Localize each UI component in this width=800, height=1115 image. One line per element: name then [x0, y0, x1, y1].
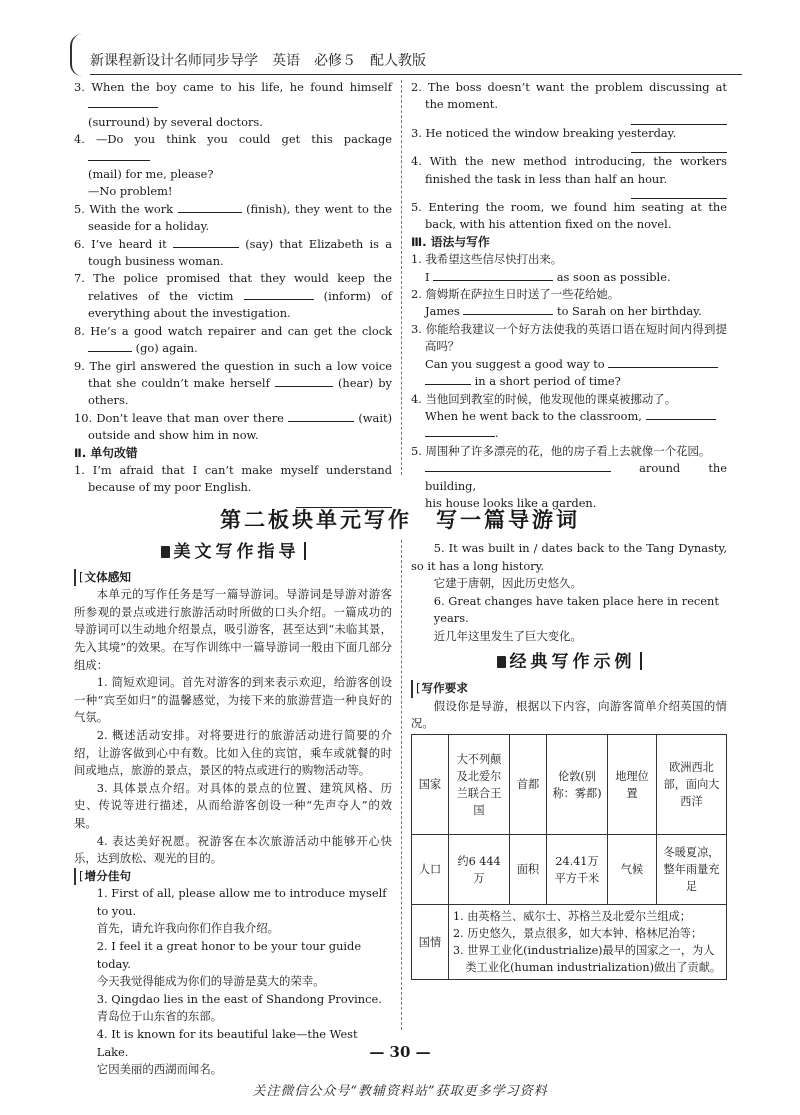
table-cell: 24.41万平方千米	[547, 835, 608, 905]
table-cell: 地理位置	[608, 735, 657, 835]
table-line: 2. 历史悠久，景点很多，如大本钟、格林尼治等；	[453, 927, 703, 940]
table-cell: 约6 444万	[449, 835, 510, 905]
answer-blank[interactable]	[425, 425, 495, 437]
example-title: 经典写作示例	[509, 651, 636, 672]
table-cell: 伦敦(别称：雾都)	[547, 735, 608, 835]
answer-blank[interactable]	[433, 269, 553, 281]
answer-blank[interactable]	[463, 303, 553, 315]
example-sentence-en: 6. Great changes have taken place here in recent years.	[433, 593, 719, 626]
translation-item: 2. 詹姆斯在萨拉生日时送了一些花给她。 James to Sarah on her birthday.	[411, 287, 702, 319]
section-title: 第二板块单元写作 写一篇导游词	[220, 508, 580, 532]
example-sentence-cn: 今天我觉得能成为你们的导游是莫大的荣幸。	[96, 974, 325, 989]
table-cell: 首都	[510, 735, 547, 835]
answer-blank[interactable]	[88, 340, 132, 352]
table-cell: 面积	[510, 835, 547, 905]
example-sentence-en: 5. It was built in / dates back to the Tang Dynasty, so it has a long history.	[411, 541, 727, 573]
footer-note: 关注微信公众号“教辅资料站”获取更多学习资料	[252, 1084, 548, 1099]
answer-line[interactable]	[631, 142, 727, 153]
exercise-item: 5. With the work (finish), they went to the seaside for a holiday.	[74, 201, 392, 234]
example-sentence-en: 1. First of all, please allow me to introduce myself to you.	[96, 886, 387, 918]
bookmark-icon	[161, 546, 170, 558]
table-cell: 国家	[412, 735, 449, 835]
title-bar	[640, 652, 642, 670]
translation-item: 4. 当他回到教室的时候，他发现他的课桌被挪动了。 When he went back to the classroom, .	[411, 391, 727, 443]
guide-paragraph: 4. 表达美好祝愿。祝游客在本次旅游活动中能够开心快乐，达到放松、观光的目的。	[74, 833, 392, 866]
answer-blank[interactable]	[425, 460, 611, 472]
answer-line[interactable]	[631, 114, 727, 125]
page-number: — 30 —	[369, 1043, 431, 1061]
column-divider	[401, 80, 402, 475]
table-cell: 冬暖夏凉，整年雨量充足	[657, 835, 727, 905]
answer-blank[interactable]	[173, 236, 239, 248]
exercise-item: 3. He noticed the window breaking yesterday.	[411, 125, 727, 153]
guide-paragraph: 2. 概述活动安排。对将要进行的旅游活动进行简要的介绍，让游客做到心中有数。比如入住的宾馆，乘车或就餐的时间或地点，旅游的景点，景区的特点或进行的购物活动等。	[74, 727, 392, 778]
example-sentence-en: 4. It is known for its beautiful lake—the West Lake.	[96, 1027, 358, 1059]
exercise-item: 1. I’m afraid that I can’t make myself understand because of my poor English.	[74, 462, 392, 508]
answer-blank[interactable]	[88, 149, 150, 161]
exercise-item: 9. The girl answered the question in such a low voice that she couldn’t make herself (hear) by others.	[74, 358, 392, 408]
example-sentence-cn: 首先，请允许我向你们作自我介绍。	[96, 921, 280, 936]
info-table	[411, 734, 727, 980]
answer-blank[interactable]	[646, 408, 716, 420]
bookmark-icon	[497, 656, 506, 668]
table-cell: 大不列颠及北爱尔兰联合王国	[449, 735, 510, 835]
table-cell: 欧洲西北部，面向大西洋	[657, 735, 727, 835]
answer-line[interactable]	[631, 188, 727, 199]
writing-guide-column	[74, 540, 392, 1079]
section-heading: Ⅲ. 语法与写作	[411, 234, 490, 249]
table-cell: 国情	[412, 905, 449, 980]
example-column	[411, 540, 727, 733]
table-line: 1. 由英格兰、威尔士、苏格兰及北爱尔兰组成；	[453, 910, 691, 923]
title-bar	[304, 542, 306, 560]
table-line: 3. 世界工业化(industrialize)最早的国家之一，为人类工业化(human industrialization)做出了贡献。	[453, 944, 722, 974]
answer-blank[interactable]	[608, 356, 718, 368]
example-title-row	[411, 652, 727, 673]
exercise-item: 4. With the new method introducing, the workers finished the task in less than half an hour.	[411, 153, 727, 199]
exercise-item: 2. The boss doesn’t want the problem discussing at the moment.	[411, 79, 727, 125]
table-row	[412, 905, 727, 980]
exercise-item: 10. Don’t leave that man over there (wait) outside and show him in now.	[74, 410, 393, 443]
example-sentence-en: 3. Qingdao lies in the east of Shandong Province.	[96, 991, 382, 1006]
guide-title: 美文写作指导	[173, 542, 300, 562]
exercise-item: 5. Entering the room, we found him seating at the back, with his attention fixed on the novel.	[411, 200, 727, 232]
answer-blank[interactable]	[288, 410, 354, 422]
table-cell: 气候	[608, 835, 657, 905]
example-sentence-cn: 近几年这里发生了巨大变化。	[433, 628, 582, 643]
column-divider	[401, 540, 402, 1030]
header-rule	[90, 74, 742, 75]
table-row	[412, 835, 727, 905]
exercise-item: 3. When the boy came to his life, he found himself (surround) by several doctors.	[74, 80, 392, 129]
answer-blank[interactable]	[178, 201, 242, 213]
guide-paragraph: 3. 具体景点介绍。对具体的景点的位置、建筑风格、历史、传说等进行描述，从而给游客创设一种“先声夺人”的效果。	[74, 780, 392, 830]
section-heading: Ⅱ. 单句改错	[74, 445, 138, 460]
example-sentence-cn: 它建于唐朝，因此历史悠久。	[433, 576, 582, 591]
example-sentence-en: 2. I feel it a great honor to be your tour guide today.	[96, 939, 362, 971]
exercise-item: 4. —Do you think you could get this package (mail) for me, please? —No problem!	[74, 132, 392, 199]
section-tag: [ 写作要求	[411, 680, 468, 698]
section-tag: [ 增分佳句	[74, 868, 131, 886]
example-sentence-cn: 它因美丽的西湖而闻名。	[96, 1062, 223, 1077]
translation-item: 3. 你能给我建议一个好方法使我的英语口语在短时间内得到提高吗？ Can you suggest a good way to in a short period of time?	[411, 321, 727, 389]
answer-blank[interactable]	[275, 375, 333, 387]
translation-item: 1. 我希望这些信尽快打出来。 I as soon as possible.	[411, 252, 671, 284]
guide-paragraph: 本单元的写作任务是写一篇导游词。导游词是导游对游客所参观的景点或进行旅游活动时所做的口头介绍。一篇成功的导游词可以生动地介绍景点，吸引游客，甚至达到“未临其景，先入其境”的效果。在写作训练中一篇导游词一般由下面几部分组成：	[74, 587, 392, 672]
section-tag: [ 文体感知	[74, 569, 131, 587]
exercise-item: 8. He’s a good watch repairer and can get the clock (go) again.	[74, 323, 392, 356]
answer-blank[interactable]	[244, 288, 314, 300]
task-description: 假设你是导游，根据以下内容，向游客简单介绍英国的情况。	[411, 698, 727, 731]
guide-title-row	[74, 542, 392, 563]
header-bracket	[70, 34, 82, 76]
table-row	[412, 735, 727, 835]
exercise-item: 7. The police promised that they would keep the relatives of the victim (inform) of everything about the investigation.	[74, 271, 392, 321]
table-cell	[449, 905, 727, 980]
answer-blank[interactable]	[88, 96, 158, 108]
book-title: 新课程新设计名师同步导学 英语 必修５ 配人教版	[90, 53, 426, 69]
guide-paragraph: 1. 简短欢迎词。首先对游客的到来表示欢迎，给游客创设一种“宾至如归”的温馨感觉，为接下来的旅游营造一种良好的气氛。	[74, 675, 392, 725]
exercise-item: 6. I’ve heard it (say) that Elizabeth is a tough business woman.	[74, 236, 393, 269]
translation-item: 5. 周围种了许多漂亮的花，他的房子看上去就像一个花园。 around the building, his house looks like a garden.	[411, 443, 727, 510]
exercise-right-column	[411, 79, 727, 512]
table-cell: 人口	[412, 835, 449, 905]
exercise-left-column	[74, 79, 392, 508]
example-sentence-cn: 青岛位于山东省的东部。	[96, 1009, 223, 1024]
answer-blank[interactable]	[425, 373, 471, 385]
